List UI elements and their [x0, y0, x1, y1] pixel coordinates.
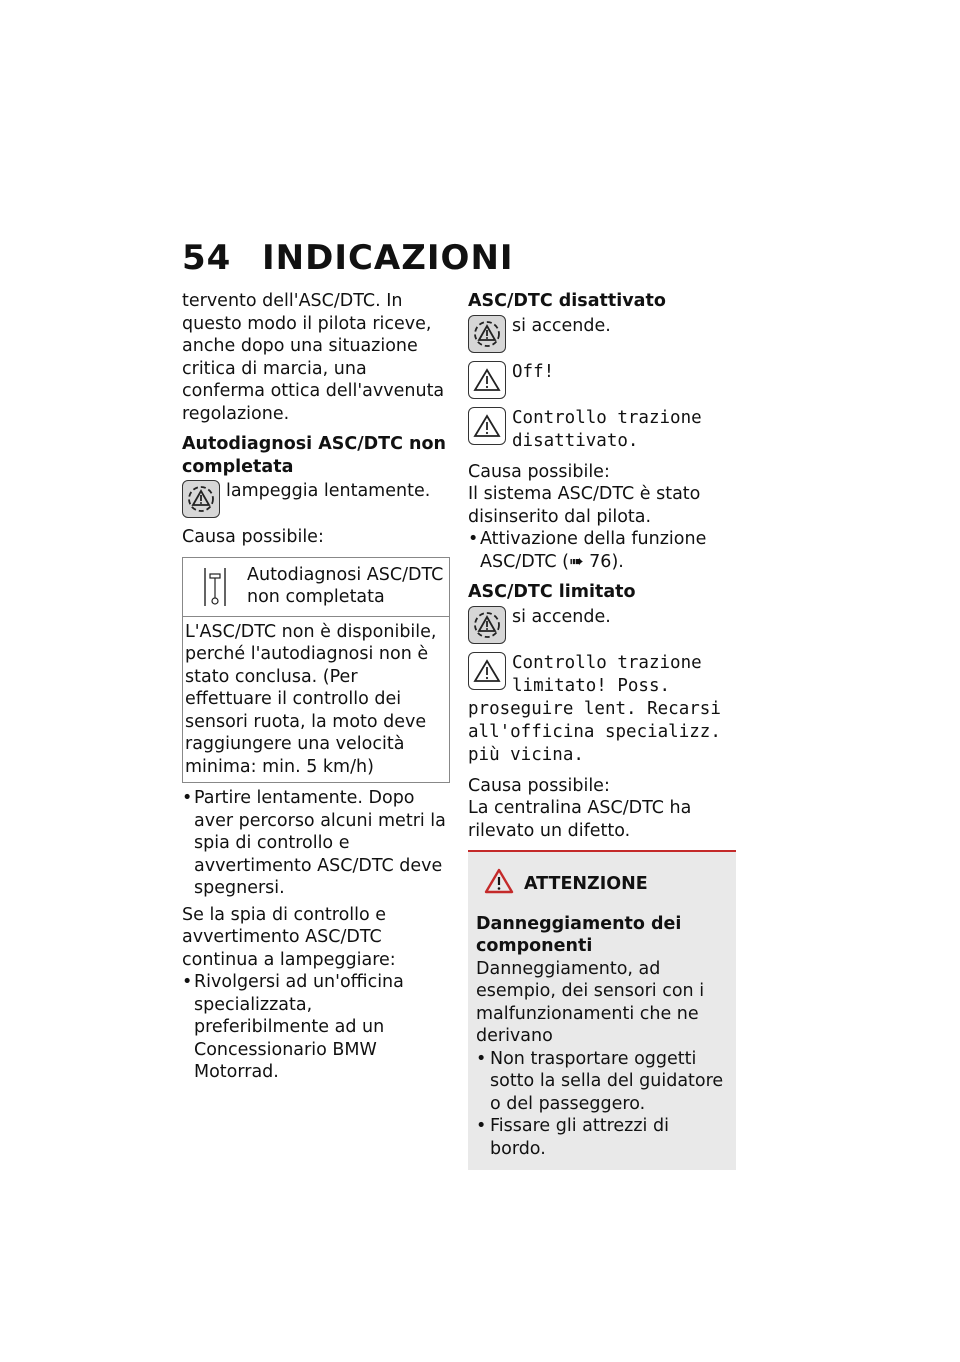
cause-label: Causa possibile: [468, 461, 610, 482]
right-column [468, 290, 736, 1170]
asc-warning-lamp-icon [182, 480, 220, 518]
cause-text: Il sistema ASC/DTC è stato disinserito dal pilota. [468, 484, 701, 527]
asc-warning-lamp-icon [468, 315, 506, 353]
warning-triangle-icon [468, 652, 506, 690]
table-symbol-text: Autodiagnosi ASC/DTC non completata [247, 564, 444, 607]
warning-box [468, 850, 736, 1170]
bullet-list-2 [182, 971, 450, 1084]
section-heading-disabled: ASC/DTC disattivato [468, 291, 666, 311]
display-message-off-row [468, 361, 736, 399]
info-table [182, 557, 450, 784]
display-message-off: Off! [512, 361, 555, 382]
warning-title [484, 868, 728, 901]
bullet-list-3 [468, 528, 736, 573]
selfdiag-indicator-row [182, 480, 450, 518]
table-body: L'ASC/DTC non è disponibile, perché l'autodiagnosi non è stato conclusa. (Per effettuare il controllo dei sensori ruota, la moto deve raggiungere una velocità minima: min. 5 km/h) [185, 621, 437, 777]
warning-triangle-icon [468, 407, 506, 445]
display-message-limited-rest: proseguire lent. Recarsi all'officina specializz. più vicina. [468, 698, 721, 765]
page-number: 54 [182, 238, 232, 278]
warning-subtitle: Danneggiamento dei componenti [476, 913, 682, 956]
display-message-limited-row [468, 652, 736, 698]
warning-triangle-icon [468, 361, 506, 399]
list-item: • Fissare gli attrezzi di bordo. [476, 1115, 728, 1160]
blink-continues-paragraph: Se la spia di controllo e avvertimento ASC/DTC continua a lampeggiare: [182, 904, 396, 970]
display-message-disabled: Controllo trazione disattivato. [512, 407, 702, 451]
table-symbol-row [183, 558, 449, 617]
cause-label: Causa possibile: [468, 775, 610, 796]
warning-triangle-icon [484, 868, 524, 901]
warning-text: Danneggiamento, ad esempio, dei sensori con i malfunzionamenti che ne derivano [476, 958, 705, 1046]
page-header [182, 238, 514, 278]
cause-label: Causa possibile: [182, 527, 324, 547]
section-heading-limited: ASC/DTC limitato [468, 582, 636, 602]
limited-indicator-row [468, 606, 736, 644]
blink-text: lampeggia lentamente. [226, 481, 431, 501]
asc-warning-lamp-icon [468, 606, 506, 644]
display-message-disabled-row [468, 407, 736, 453]
lit-text: si accende. [512, 315, 611, 336]
left-column [182, 290, 450, 1088]
display-message-limited-start: Controllo trazione limitato! Poss. [512, 652, 702, 696]
warning-bullets [476, 1048, 728, 1161]
page-title: INDICAZIONI [262, 238, 514, 278]
lit-text: si accende. [512, 606, 611, 627]
list-item: • Non trasportare oggetti sotto la sella del guidatore o del passeggero. [476, 1048, 728, 1116]
list-item: • Partire lentamente. Dopo aver percorso alcuni metri la spia di controllo e avvertimento ASC/DTC deve spegnersi. [182, 787, 450, 900]
cause-text: La centralina ASC/DTC ha rilevato un difetto. [468, 798, 692, 841]
warning-title-text: ATTENZIONE [524, 874, 648, 894]
bullet-list-1 [182, 787, 450, 900]
list-item: • Rivolgersi ad un'officina specializzata, preferibilmente ad un Concessionario BMW Motorrad. [182, 971, 450, 1084]
list-item: • Attivazione della funzione ASC/DTC (➠ 76). [468, 528, 736, 573]
wrench-symbol-icon [197, 564, 233, 610]
section-heading-selfdiag: Autodiagnosi ASC/DTC non completata [182, 434, 446, 477]
disabled-indicator-row [468, 315, 736, 353]
intro-paragraph: tervento dell'ASC/DTC. In questo modo il pilota riceve, anche dopo una situazione critica di marcia, una conferma ottica dell'avvenuta regolazione. [182, 291, 445, 424]
